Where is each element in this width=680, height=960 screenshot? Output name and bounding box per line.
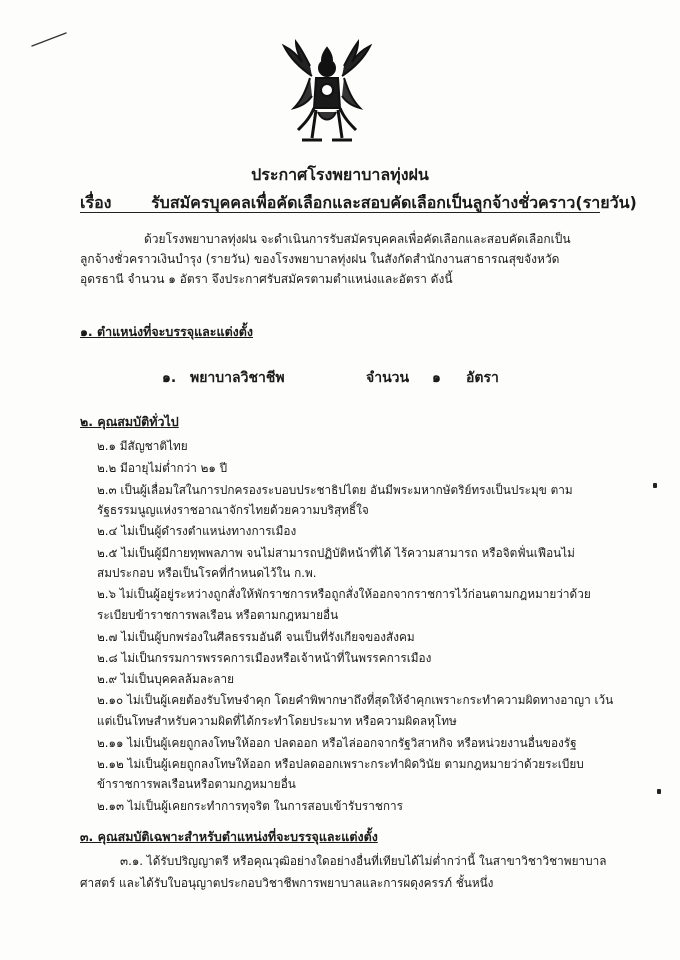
position-unit: อัตรา bbox=[466, 370, 499, 386]
announcement-title: ประกาศโรงพยาบาลทุ่งฝน bbox=[251, 165, 429, 184]
qualification-line: ๒.๕ ไม่เป็นผู้มีกายทุพพลภาพ จนไม่สามารถปฏิบัติหน้าที่ได้ ไร้ความสามารถ หรือจิตฟั่นเฟือนไม่ bbox=[97, 546, 575, 560]
scan-speck bbox=[653, 483, 657, 488]
qualification-line: ๒.๑๑ ไม่เป็นผู้เคยถูกลงโทษให้ออก ปลดออก หรือไล่ออกจากรัฐวิสาหกิจ หรือหน่วยงานอื่นของรัฐ bbox=[97, 736, 577, 750]
section3-heading: ๓. คุณสมบัติเฉพาะสำหรับตำแหน่งที่จะบรรจุและแต่งตั้ง bbox=[80, 829, 378, 844]
qualification-line: ระเบียบข้าราชการพลเรือน หรือตามกฎหมายอื่น bbox=[97, 608, 339, 622]
qualification-line: สมประกอบ หรือเป็นโรคที่กำหนดไว้ใน ก.พ. bbox=[97, 566, 317, 580]
specific-qualification-line: ๓.๑. ได้รับปริญญาตรี หรือคุณวุฒิอย่างใดอย่างอื่นที่เทียบได้ไม่ต่ำกว่านี้ ในสาขาวิชาวิชาพยาบาล bbox=[120, 854, 607, 868]
intro-paragraph: ด้วยโรงพยาบาลทุ่งฝน จะดำเนินการรับสมัครบุคคลเพื่อคัดเลือกและสอบคัดเลือกเป็น ลูกจ้างชั่วคราวเงินบำรุง (รายวัน) ของโรงพยาบาลทุ่งฝน ในสังกัดสำนักงานสาธารณสุขจังหวัดอุดรธานี จำนวน ๑ อัตรา จึงประกาศรับสมัครตามตำแหน่งและอัตรา ดังนี้ bbox=[80, 232, 571, 286]
position-number: ๑. bbox=[162, 370, 177, 386]
qualification-line: ๒.๑๒ ไม่เป็นผู้เคยถูกลงโทษให้ออก หรือปลดออกเพราะกระทำผิดวินัย ตามกฎหมายว่าด้วยระเบียบ bbox=[97, 757, 584, 771]
position-count: ๑ bbox=[432, 370, 441, 386]
subject-text: รับสมัครบุคคลเพื่อคัดเลือกและสอบคัดเลือกเป็นลูกจ้างชั่วคราว(รายวัน) bbox=[151, 193, 637, 212]
position-name: พยาบาลวิชาชีพ bbox=[190, 370, 285, 386]
qualification-line: ๒.๖ ไม่เป็นผู้อยู่ระหว่างถูกสั่งให้พักราชการหรือถูกสั่งให้ออกจากราชการไว้ก่อนตามกฎหมายว่าด้วย bbox=[97, 587, 591, 601]
position-count-label: จำนวน bbox=[366, 370, 410, 386]
qualification-line: แต่เป็นโทษสำหรับความผิดที่ได้กระทำโดยประมาท หรือความผิดลหุโทษ bbox=[97, 714, 457, 728]
qualification-line: รัฐธรรมนูญแห่งราชอาณาจักรไทยด้วยความบริสุทธิ์ใจ bbox=[97, 503, 369, 517]
subject-divider bbox=[80, 212, 600, 213]
garuda-emblem bbox=[272, 38, 382, 148]
qualification-line: ๒.๓ เป็นผู้เลื่อมใสในการปกครองระบอบประชาธิปไตย อันมีพระมหากษัตริย์ทรงเป็นประมุข ตาม bbox=[97, 483, 573, 497]
section1-heading: ๑. ตำแหน่งที่จะบรรจุและแต่งตั้ง bbox=[80, 324, 254, 339]
qualification-line: ๒.๒ มีอายุไม่ต่ำกว่า ๒๑ ปี bbox=[97, 461, 228, 475]
qualification-line: ๒.๑ มีสัญชาติไทย bbox=[97, 439, 188, 453]
section2-heading: ๒. คุณสมบัติทั่วไป bbox=[80, 414, 179, 429]
qualification-line: ๒.๘ ไม่เป็นกรรมการพรรคการเมืองหรือเจ้าหน้าที่ในพรรคการเมือง bbox=[97, 651, 432, 665]
qualification-line: ๒.๙ ไม่เป็นบุคคลล้มละลาย bbox=[97, 672, 235, 686]
qualification-line: ๒.๔ ไม่เป็นผู้ดำรงตำแหน่งทางการเมือง bbox=[97, 524, 297, 538]
qualification-line: ข้าราชการพลเรือนหรือตามกฎหมายอื่น bbox=[97, 777, 296, 791]
specific-qualification-line: ศาสตร์ และได้รับใบอนุญาตประกอบวิชาชีพการพยาบาลและการผดุงครรภ์ ชั้นหนึ่ง bbox=[80, 876, 494, 890]
scan-speck bbox=[657, 789, 661, 794]
pen-stroke-mark bbox=[30, 30, 70, 50]
subject-label: เรื่อง bbox=[80, 193, 112, 212]
qualification-line: ๒.๗ ไม่เป็นผู้บกพร่องในศีลธรรมอันดี จนเป็นที่รังเกียจของสังคม bbox=[97, 630, 415, 644]
qualification-line: ๒.๑๓ ไม่เป็นผู้เคยกระทำการทุจริต ในการสอบเข้ารับราชการ bbox=[97, 799, 403, 813]
qualification-line: ๒.๑๐ ไม่เป็นผู้เคยต้องรับโทษจำคุก โดยคำพิพากษาถึงที่สุดให้จำคุกเพราะกระทำความผิดทางอาญา เว้น bbox=[97, 693, 614, 707]
